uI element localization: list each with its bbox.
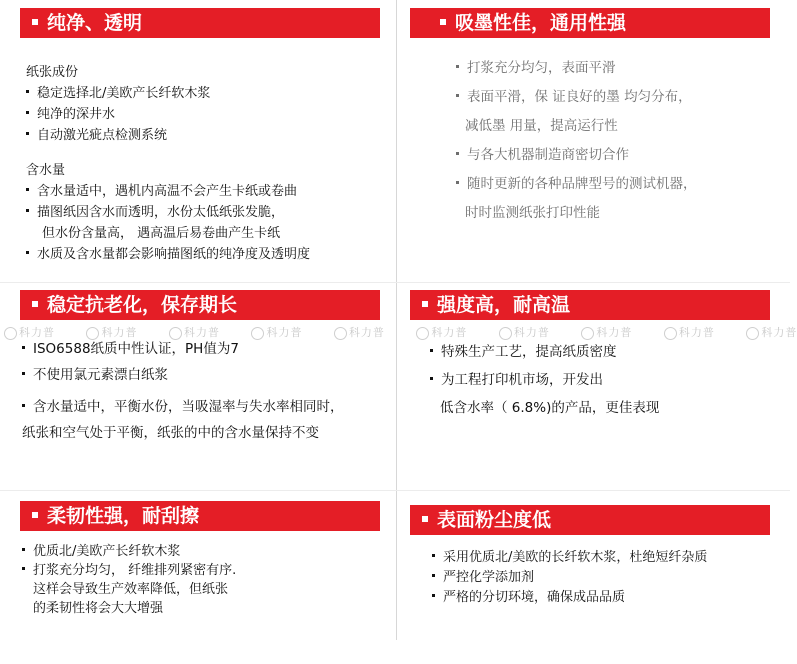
list-item: 严控化学添加剂: [432, 568, 707, 588]
section-header-anti-aging: 稳定抗老化，保存期长: [20, 290, 380, 320]
list-item: 含水量适中，平衡水份，当吸湿率与失水率相同时，: [22, 394, 344, 420]
square-bullet-icon: [440, 19, 446, 25]
section-header-strength: 强度高，耐高温: [410, 290, 770, 320]
list-item: 稳定选择北/美欧产长纤软木浆: [26, 83, 310, 104]
list-item: 水质及含水量都会影响描图纸的纯净度及透明度: [26, 244, 310, 265]
group-title: 含水量: [26, 163, 66, 178]
list-item: 自动激光疵点检测系统: [26, 125, 310, 146]
watermark: 科力普: [4, 326, 55, 339]
list-item-continuation: 低含水率（ 6.8%)的产品，更佳表现: [440, 400, 660, 416]
list-item-continuation: 纸张和空气处于平衡，纸张的中的含水量保持不变: [22, 425, 319, 441]
list-item: 与各大机器制造商密切合作: [456, 141, 697, 170]
section-header-purity: 纯净、透明: [20, 8, 380, 38]
section-body-ink-absorption: [456, 54, 697, 228]
square-bullet-icon: [32, 512, 38, 518]
section-body-low-dust: [432, 548, 707, 608]
list-item: 描图纸因含水而透明，水份太低纸张发脆，: [26, 202, 310, 223]
list-item: 为工程打印机市场，开发出: [430, 366, 659, 394]
list-item: ISO6588纸质中性认证，PH值为7: [22, 336, 344, 362]
section-body-anti-aging: [22, 336, 344, 446]
section-header-low-dust: 表面粉尘度低: [410, 505, 770, 535]
list-item: 表面平滑，保 证良好的墨 均匀分布，: [456, 83, 697, 112]
list-item: 不使用氯元素漂白纸浆: [22, 362, 344, 388]
list-item: 打浆充分均匀， 纤维排列紧密有序.: [22, 561, 236, 580]
row-separator: [0, 490, 790, 491]
list-item: 打浆充分均匀，表面平滑: [456, 54, 697, 83]
list-item: 优质北/美欧产长纤软木浆: [22, 542, 236, 561]
watermark: 科力普: [86, 326, 137, 339]
section-body-flexibility: [22, 542, 236, 618]
list-item-continuation: 减低墨 用量，提高运行性: [465, 118, 618, 134]
square-bullet-icon: [32, 19, 38, 25]
section-body-purity: [26, 62, 310, 265]
watermark: 科力普: [664, 326, 715, 339]
list-item-continuation: 时时监测纸张打印性能: [465, 205, 600, 221]
square-bullet-icon: [32, 301, 38, 307]
list-item: 随时更新的各种品牌型号的测试机器，: [456, 170, 697, 199]
list-item: 采用优质北/美欧的长纤软木浆，杜绝短纤杂质: [432, 548, 707, 568]
square-bullet-icon: [422, 516, 428, 522]
watermark: 科力普: [169, 326, 220, 339]
column-divider: [396, 0, 397, 640]
watermark: 科力普: [334, 326, 385, 339]
group-title: 纸张成份: [26, 65, 79, 80]
section-header-ink-absorption: 吸墨性佳，通用性强: [410, 8, 770, 38]
section-body-strength: [430, 338, 659, 422]
list-item: 特殊生产工艺，提高纸质密度: [430, 338, 659, 366]
watermark: 科力普: [251, 326, 302, 339]
section-header-flexibility: 柔韧性强，耐刮擦: [20, 501, 380, 531]
list-item: 含水量适中，遇机内高温不会产生卡纸或卷曲: [26, 181, 310, 202]
list-item-continuation: 的柔韧性将会大大增强: [33, 601, 164, 616]
row-separator: [0, 282, 790, 283]
watermark: 科力普: [499, 326, 550, 339]
list-item-continuation: 但水份含量高， 遇高温后易卷曲产生卡纸: [42, 226, 281, 241]
list-item: 严格的分切环境，确保成品品质: [432, 588, 707, 608]
square-bullet-icon: [422, 301, 428, 307]
list-item: 纯净的深井水: [26, 104, 310, 125]
watermark: 科力普: [581, 326, 632, 339]
watermark: 科力普: [416, 326, 467, 339]
watermark: 科力普: [746, 326, 797, 339]
list-item-continuation: 这样会导致生产效率降低，但纸张: [33, 582, 229, 597]
